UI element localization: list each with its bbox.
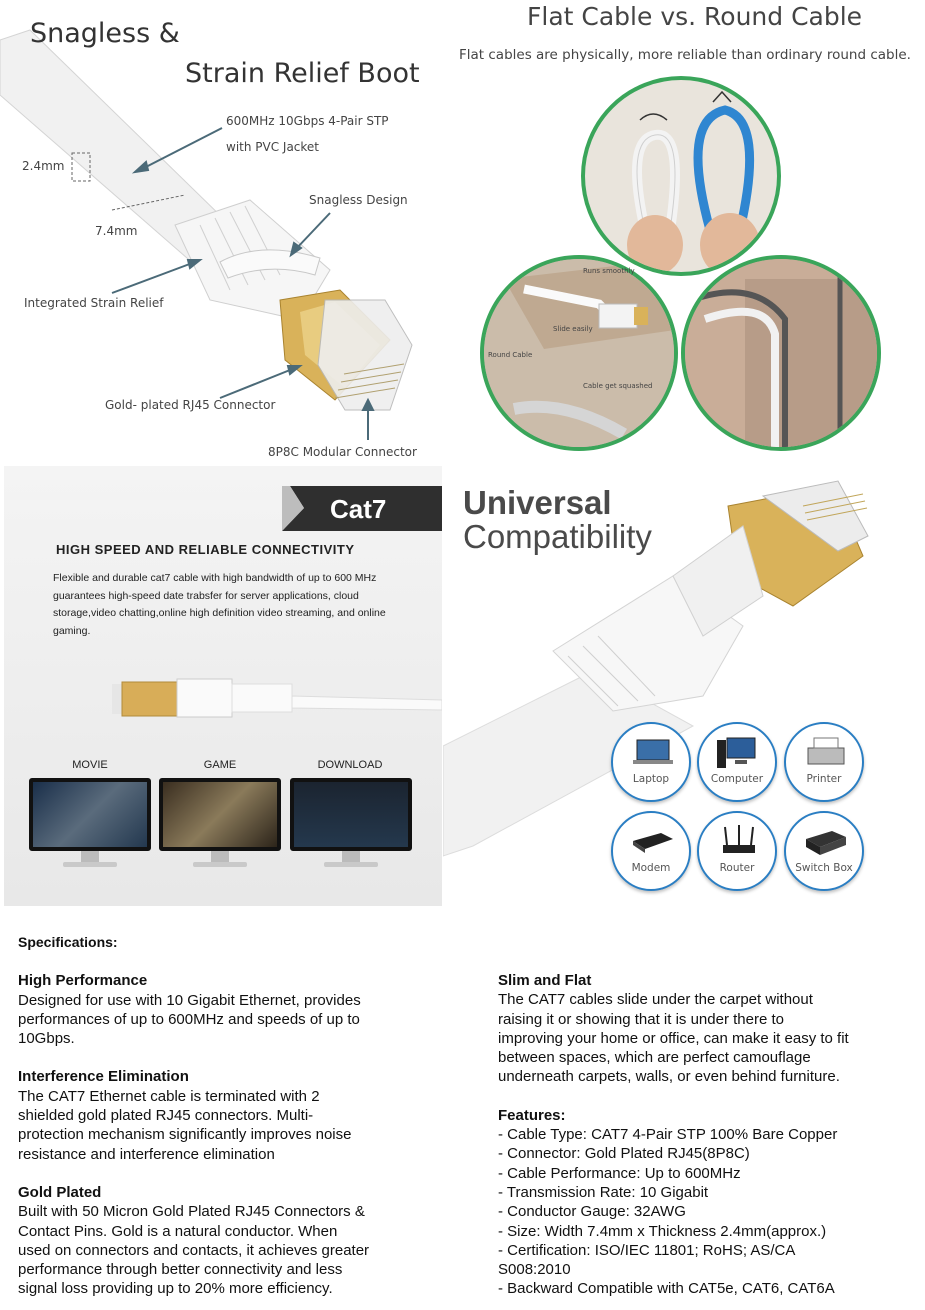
switch-box-label: Switch Box: [795, 862, 853, 874]
gold-plated-line: performance through better connectivity and less: [18, 1261, 343, 1279]
printer-icon: [804, 736, 848, 770]
specs-right-column: [498, 971, 918, 1299]
high-performance-title: High Performance: [18, 972, 148, 990]
router-device: [697, 811, 777, 891]
bend-comparison-photo: [581, 76, 781, 276]
modular-connector-label: 8P8C Modular Connector: [268, 445, 417, 459]
feature-item: - Backward Compatible with CAT5e, CAT6, CAT6A: [498, 1280, 835, 1298]
feature-item: - Cable Performance: Up to 600MHz: [498, 1164, 741, 1182]
snagless-title-line2: Strain Relief Boot: [185, 58, 420, 89]
compatibility-title: Compatibility: [463, 518, 652, 555]
specs-heading: Specifications:: [18, 934, 118, 950]
slim-flat-line: improving your home or office, can make it easy to fit: [498, 1029, 849, 1047]
laptop-icon: [631, 736, 675, 770]
wall-corner-photo: [681, 255, 881, 451]
interference-line: The CAT7 Ethernet cable is terminated with 2: [18, 1087, 320, 1105]
feature-item: - Conductor Gauge: 32AWG: [498, 1203, 686, 1221]
computer-device: [697, 722, 777, 802]
universal-compatibility-panel: [443, 466, 925, 906]
cat7-panel: [4, 466, 442, 906]
game-monitor: [159, 778, 281, 870]
gold-plated-line: signal loss providing up to 20% more efficiency.: [18, 1280, 333, 1298]
snagless-panel: [0, 0, 443, 465]
round-cable-tag: Round Cable: [488, 351, 533, 359]
gold-plated-title: Gold Plated: [18, 1183, 102, 1201]
modem-icon: [631, 825, 675, 859]
router-label: Router: [719, 862, 755, 874]
high-performance-line: performances of up to 600MHz and speeds of up to: [18, 1010, 360, 1028]
movie-monitor: [29, 778, 151, 870]
snagless-design-label: Snagless Design: [309, 193, 408, 207]
interference-line: resistance and interference elimination: [18, 1145, 275, 1163]
flat-vs-round-panel: [443, 0, 925, 465]
universal-title: Universal: [463, 484, 612, 521]
slim-flat-line: underneath carpets, walls, or even behind furniture.: [498, 1068, 840, 1086]
slim-flat-line: between spaces, which are perfect camouflage: [498, 1049, 811, 1067]
slide-easily-tag: Slide easily: [553, 325, 593, 333]
gold-plated-line: Contact Pins. Gold is a natural conductor. When: [18, 1222, 338, 1240]
slim-flat-line: raising it or showing that it is under there to: [498, 1010, 784, 1028]
feature-item: - Connector: Gold Plated RJ45(8P8C): [498, 1145, 750, 1163]
computer-label: Computer: [710, 773, 764, 785]
cable-squashed-tag: Cable get squashed: [583, 382, 653, 390]
interference-title: Interference Elimination: [18, 1068, 189, 1086]
slim-flat-title: Slim and Flat: [498, 972, 592, 989]
slim-flat-line: The CAT7 cables slide under the carpet without: [498, 991, 813, 1009]
stp-label-line2: with PVC Jacket: [226, 140, 320, 154]
laptop-device: [611, 722, 691, 802]
flat-vs-round-subtitle: Flat cables are physically, more reliable than ordinary round cable.: [459, 47, 911, 63]
cat7-cable-illustration: [112, 654, 442, 724]
feature-item: S008:2010: [498, 1261, 571, 1279]
high-performance-line: Designed for use with 10 Gigabit Ethernet, provides: [18, 991, 361, 1009]
router-icon: [717, 825, 761, 859]
cat7-heading: HIGH SPEED AND RELIABLE CONNECTIVITY: [56, 542, 355, 557]
cat7-badge-text: Cat7: [330, 494, 387, 524]
printer-device: [784, 722, 864, 802]
high-performance-line: 10Gbps.: [18, 1030, 75, 1048]
strain-relief-label: Integrated Strain Relief: [24, 296, 164, 310]
features-title: Features:: [498, 1106, 566, 1124]
snagless-title-line1: Snagless &: [30, 18, 180, 49]
gold-plated-line: Built with 50 Micron Gold Plated RJ45 Connectors &: [18, 1203, 365, 1221]
feature-item: - Size: Width 7.4mm x Thickness 2.4mm(approx.): [498, 1222, 827, 1240]
download-monitor: [290, 778, 412, 870]
feature-item: - Transmission Rate: 10 Gigabit: [498, 1183, 709, 1201]
specs-left-column: [18, 933, 468, 1299]
cat7-body: Flexible and durable cat7 cable with high bandwidth of up to 600 MHz guarantees high-speed date trabsfer for server applications, cloud storage,video chatting,online high definition video streaming, and online gaming.: [53, 572, 386, 637]
cat7-badge: [282, 486, 442, 531]
computer-icon: [717, 736, 761, 770]
game-label: GAME: [203, 759, 237, 771]
thickness-label: 2.4mm: [22, 159, 65, 173]
feature-item: - Certification: ISO/IEC 11801; RoHS; AS/CA: [498, 1241, 796, 1259]
switch-box-icon: [804, 825, 848, 859]
modem-label: Modem: [631, 862, 671, 874]
width-label: 7.4mm: [95, 224, 138, 238]
download-label: DOWNLOAD: [317, 759, 383, 771]
stp-label-line1: 600MHz 10Gbps 4-Pair STP: [226, 114, 389, 128]
gold-connector-label: Gold- plated RJ45 Connector: [105, 398, 276, 412]
feature-item: - Cable Type: CAT7 4-Pair STP 100% Bare Copper: [498, 1126, 838, 1144]
switch-box-device: [784, 811, 864, 891]
printer-label: Printer: [806, 773, 842, 785]
gold-plated-line: used on connectors and contacts, it achieves greater: [18, 1241, 370, 1259]
movie-label: MOVIE: [72, 759, 108, 771]
laptop-label: Laptop: [632, 773, 670, 785]
flat-vs-round-title: Flat Cable vs. Round Cable: [527, 2, 863, 31]
interference-line: protection mechanism significantly improves noise: [18, 1126, 352, 1144]
interference-line: shielded gold plated RJ45 connectors. Multi-: [18, 1107, 314, 1125]
runs-smoothly-tag: Runs smoothly: [583, 267, 635, 275]
modem-device: [611, 811, 691, 891]
